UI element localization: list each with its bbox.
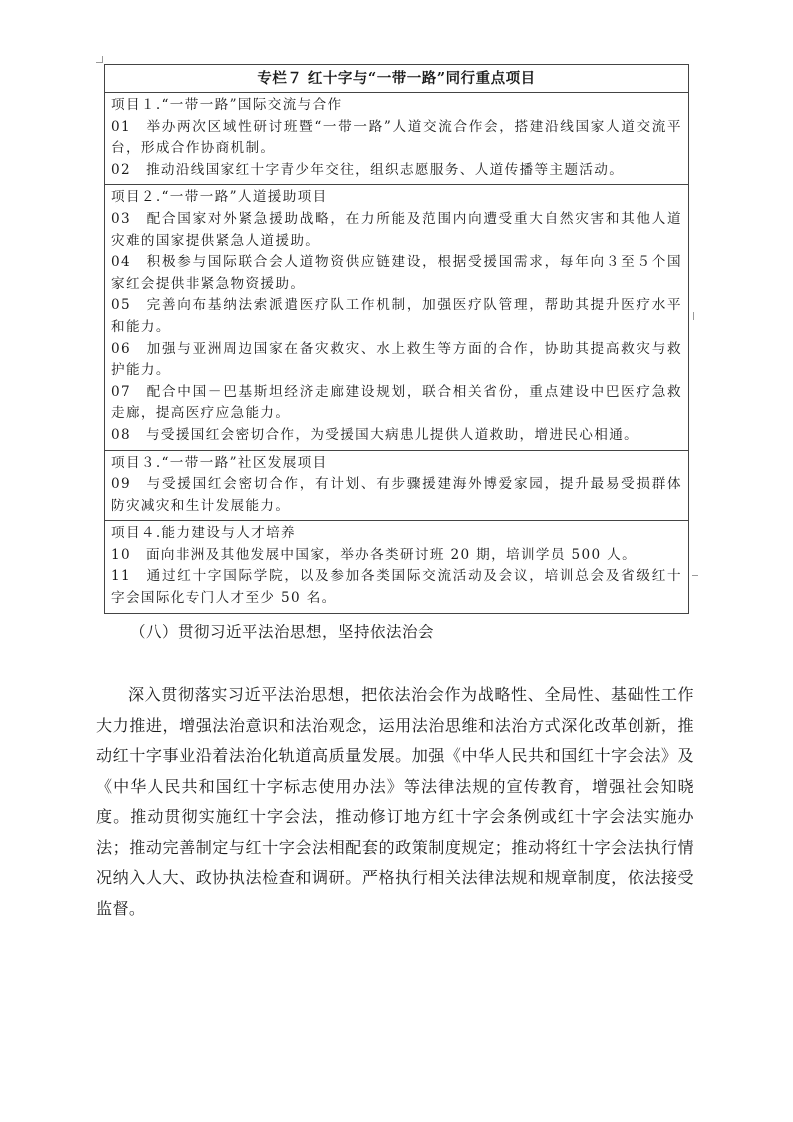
column-box [104, 64, 689, 614]
crop-mark-bottom-right [692, 575, 698, 582]
project-section-1 [105, 93, 688, 185]
project-item: 08 与受援国红会密切合作，为受援国大病患儿提供人道救助，增进民心相通。 [111, 426, 640, 443]
project-section-4 [105, 521, 688, 612]
project-item: 01 举办两次区域性研讨班暨“一带一路”人道交流合作会，搭建沿线国家人道交流平台，形成合作协商机制。 [111, 118, 682, 157]
project-item: 11 通过红十字国际学院，以及参加各类国际交流活动及会议，培训总会及省级红十字会国际化专门人才至少 50 名。 [111, 568, 682, 607]
project-item: 04 积极参与国际联合会人道物资供应链建设，根据受援国需求，每年向３至５个国家红会提供非紧急物资援助。 [111, 254, 682, 292]
project-heading: 项目３.“一带一路”社区发展项目 [111, 454, 328, 471]
project-section-3 [105, 451, 688, 522]
body-paragraph: 深入贯彻落实习近平法治思想，把依法治会作为战略性、全局性、基础性工作大力推进，增强法治意识和法治观念，运用法治思维和法治方式深化改革创新，推动红十字事业沿着法治化轨道高质量发展。加强《中华人民共和国红十字会法》及《中华人民共和国红十字标志使用办法》等法律法规的宣传教育，增强社会知晓度。推动贯彻实施红十字会法，推动修订地方红十字会条例或红十字会法实施办法；推动完善制定与红十字会法相配套的政策制度规定；推动将红十字会法执行情况纳入人大、政协执法检查和调研。严格执行相关法律法规和规章制度，依法接受监督。 [96, 685, 694, 918]
project-item: 06 加强与亚洲周边国家在备灾救灾、水上救生等方面的合作，协助其提高救灾与救护能力。 [111, 340, 682, 379]
project-heading: 项目４.能力建设与人才培养 [111, 525, 296, 542]
project-item: 10 面向非洲及其他发展中国家，举办各类研讨班 20 期，培训学员 500 人。 [111, 546, 638, 563]
project-section-2 [105, 185, 688, 450]
section-heading: （八）贯彻习近平法治思想，坚持依法治会 [130, 623, 435, 641]
project-item: 03 配合国家对外紧急援助战略，在力所能及范围内向遭受重大自然灾害和其他人道灾难的国家提供紧急人道援助。 [111, 210, 682, 249]
project-heading: 项目１.“一带一路”国际交流与合作 [111, 97, 343, 113]
project-item: 07 配合中国－巴基斯坦经济走廊建设规划，联合相关省份，重点建设中巴医疗急救走廊，提高医疗应急能力。 [111, 383, 682, 422]
project-item: 09 与受援国红会密切合作，有计划、有步骤援建海外博爱家园，提升最易受损群体防灾减灾和生计发展能力。 [111, 476, 682, 514]
column-box-title: 专栏７ 红十字与“一带一路”同行重点项目 [105, 65, 688, 93]
crop-mark-top-left [96, 56, 103, 63]
crop-mark-right [693, 312, 699, 320]
project-item: 05 完善向布基纳法索派遣医疗队工作机制，加强医疗队管理，帮助其提升医疗水平和能力。 [111, 297, 682, 335]
project-heading: 项目２.“一带一路”人道援助项目 [111, 189, 328, 206]
project-item: 02 推动沿线国家红十字青少年交往，组织志愿服务、人道传播等主题活动。 [111, 161, 625, 178]
